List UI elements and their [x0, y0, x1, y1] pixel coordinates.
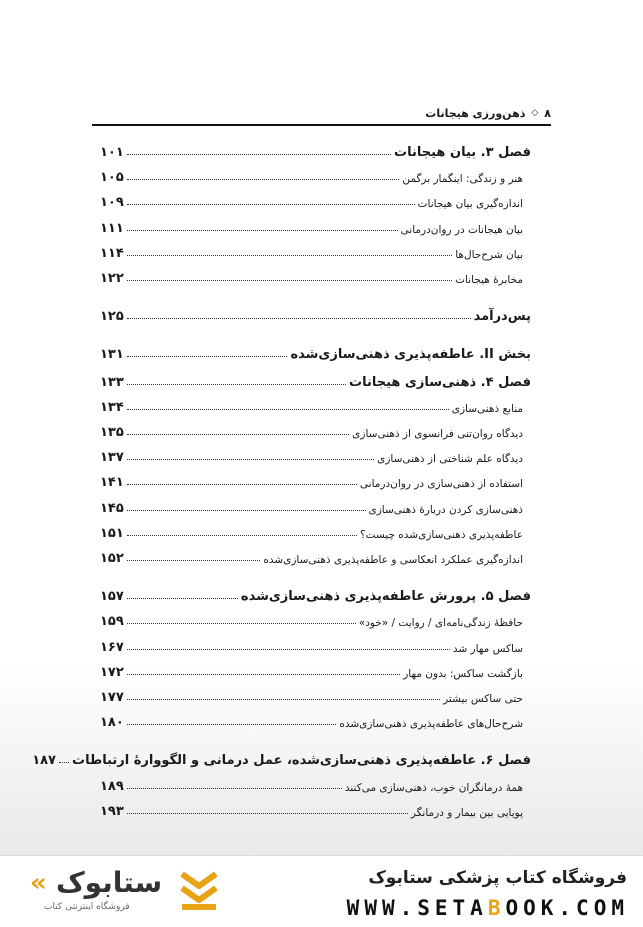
toc-entry-title: اندازه‌گیری بیان هیجانات [417, 198, 523, 211]
toc-entry-title: فصل ۵. پرورش عاطفه‌پذیری ذهنی‌سازی‌شده [240, 589, 531, 605]
toc-dot-leader [127, 510, 366, 511]
toc-dot-leader [127, 384, 346, 385]
toc-entry-title: اندازه‌گیری عملکرد انعکاسی و عاطفه‌پذیری ذهنی‌سازی‌شده [263, 554, 523, 566]
toc-entry-section [100, 519, 531, 541]
toc-entry-title: پس‌درآمد [473, 309, 531, 325]
toc-entry-chapter [100, 302, 531, 324]
toc-entry-section [100, 658, 531, 680]
toc-dot-leader [127, 459, 374, 460]
url-highlight: B [487, 896, 506, 920]
toc-entry-page: ۱۵۲ [100, 551, 124, 566]
toc-entry-page: ۱۵۷ [100, 589, 124, 605]
toc-entry-section [100, 494, 531, 516]
toc-entry-section [100, 393, 531, 415]
toc-entry-page: ۱۲۲ [100, 271, 124, 286]
toc-entry-page: ۱۵۹ [100, 614, 124, 630]
toc-entry-section [100, 544, 531, 566]
toc-dot-leader [127, 484, 357, 485]
toc-entry-title: همهٔ درمانگران خوب، ذهنی‌سازی می‌کنند [344, 781, 523, 794]
toc-dot-leader [127, 154, 391, 155]
toc-dot-leader [127, 649, 450, 650]
toc-entry-page: ۱۵۱ [100, 525, 124, 541]
toc-entry-section [100, 633, 531, 655]
toc-entry-chapter [100, 582, 531, 604]
toc-dot-leader [127, 434, 349, 435]
toc-entry-section [100, 683, 531, 705]
toc-entry-page: ۱۶۷ [100, 639, 124, 655]
toc-entry-page: ۱۳۵ [100, 425, 124, 440]
toc-entry-title: منابع ذهنی‌سازی [451, 402, 523, 415]
toc-entry-page: ۱۳۴ [100, 399, 124, 415]
toc-entry-page: ۱۷۲ [100, 664, 124, 680]
toc-dot-leader [127, 788, 342, 789]
toc-dot-leader [127, 179, 400, 180]
toc-entry-page: ۱۳۳ [100, 374, 124, 390]
toc-entry-page: ۱۰۱ [100, 145, 124, 160]
toc-entry-page: ۱۱۴ [100, 245, 124, 261]
logo-arrows-icon: « [30, 868, 47, 898]
toc-dot-leader [127, 535, 357, 536]
toc-entry-title: دیدگاه روان‌تنی فرانسوی از ذهنی‌سازی [352, 428, 523, 440]
toc-entry-page: ۱۴۱ [100, 475, 124, 491]
toc-dot-leader [127, 409, 449, 410]
toc-entry-title: دیدگاه علم شناختی از ذهنی‌سازی [377, 453, 523, 466]
toc-entry-page: ۱۴۵ [100, 500, 124, 516]
toc-entry-title: فصل ۴. ذهنی‌سازی هیجانات [349, 374, 531, 390]
toc-entry-page: ۱۰۵ [100, 170, 124, 186]
toc-entry-page: ۱۷۷ [100, 690, 124, 705]
header-rule [92, 124, 551, 126]
toc-entry-title: حافظهٔ زندگی‌نامه‌ای / روایت / «خود» [358, 617, 523, 630]
toc-entry-title: حتی ساکس بیشتر [443, 693, 523, 705]
toc-entry-page: ۱۱۱ [100, 220, 124, 236]
toc-entry-section [100, 443, 531, 465]
toc-entry-page: ۱۳۱ [100, 347, 124, 363]
toc-entry-title: استفاده از ذهنی‌سازی در روان‌درمانی [359, 478, 523, 491]
toc-dot-leader [127, 560, 261, 561]
toc-entry-page: ۱۰۹ [100, 195, 124, 211]
toc-entry-page: ۱۹۳ [100, 803, 124, 819]
toc-entry-title: بخش II. عاطفه‌پذیری ذهنی‌سازی‌شده [290, 347, 531, 363]
running-head-title: ذهن‌ورزی هیجانات [425, 106, 526, 120]
toc-entry-section [100, 418, 531, 440]
toc-entry-part [100, 340, 531, 362]
toc-entry-title: فصل ۳. بیان هیجانات [394, 145, 531, 160]
toc-dot-leader [127, 724, 337, 725]
toc-entry-title: بازگشت ساکس: بدون مهار [403, 667, 523, 680]
toc-dot-leader [127, 813, 408, 814]
toc-entry-title: ساکس مهار شد [452, 642, 523, 655]
toc-entry-section [100, 264, 531, 286]
toc-entry-title: پویایی بین بیمار و درمانگر [410, 806, 523, 819]
running-head-page-number: ۸ [544, 106, 551, 120]
store-url[interactable] [347, 896, 629, 920]
toc-dot-leader [127, 255, 452, 256]
toc-entry-title: عاطفه‌پذیری ذهنی‌سازی‌شده چیست؟ [360, 528, 523, 541]
toc-entry-section [100, 163, 531, 185]
toc-entry-title: ذهنی‌سازی کردن دربارهٔ ذهنی‌سازی [368, 503, 523, 516]
toc-dot-leader [127, 356, 288, 357]
toc-entry-title: شرح‌حال‌های عاطفه‌پذیری ذهنی‌سازی‌شده [339, 718, 523, 731]
toc-entry-section [100, 772, 531, 794]
toc-entry-section [100, 188, 531, 210]
toc-entry-chapter [100, 368, 531, 390]
toc-entry-section [100, 468, 531, 490]
store-name: فروشگاه کتاب پزشکی ستابوک [368, 868, 627, 888]
diamond-icon: ◇ [531, 108, 539, 118]
logo-tagline: فروشگاه اینترنتی کتاب [44, 902, 130, 912]
store-logo [30, 866, 170, 918]
toc-entry-page: ۱۸۷ [32, 753, 56, 769]
toc-dot-leader [127, 280, 452, 281]
toc-entry-title: مخابرهٔ هیجانات [455, 274, 523, 286]
toc-entry-section [100, 239, 531, 261]
toc-dot-leader [127, 623, 356, 624]
logo-word: ستابوک [56, 866, 163, 899]
toc-dot-leader [127, 230, 398, 231]
toc-entry-page: ۱۲۵ [100, 309, 124, 325]
toc-entry-section [100, 214, 531, 236]
toc-entry-title: فصل ۶. عاطفه‌پذیری ذهنی‌سازی‌شده، عمل درمانی و الگووارهٔ ارتباطات [72, 753, 531, 769]
toc-entry-title: بیان هیجانات در روان‌درمانی [400, 223, 523, 236]
toc-dot-leader [127, 598, 238, 599]
toc-dot-leader [59, 762, 69, 763]
toc-entry-page: ۱۸۰ [100, 715, 124, 731]
toc-dot-leader [127, 674, 400, 675]
toc-entry-title: بیان شرح‌حال‌ها [455, 248, 523, 261]
toc-entry-page: ۱۸۹ [100, 778, 124, 794]
url-prefix: WWW.SETA [346, 896, 488, 920]
toc-entry-title: هنر و زندگی: اینگمار برگمن [402, 173, 523, 186]
toc-entry-section [100, 607, 531, 629]
toc-dot-leader [127, 699, 440, 700]
running-head [92, 103, 551, 123]
store-footer [0, 855, 643, 927]
toc-entry-section [100, 797, 531, 819]
toc-dot-leader [127, 318, 471, 319]
toc-entry-section [100, 708, 531, 730]
toc-dot-leader [127, 204, 415, 205]
toc-entry-chapter [32, 746, 531, 769]
logo-chevron-icon [178, 868, 220, 914]
toc-entry-page: ۱۳۷ [100, 450, 124, 466]
toc-entry-chapter [100, 138, 531, 160]
url-suffix: OOK.COM [505, 896, 629, 920]
